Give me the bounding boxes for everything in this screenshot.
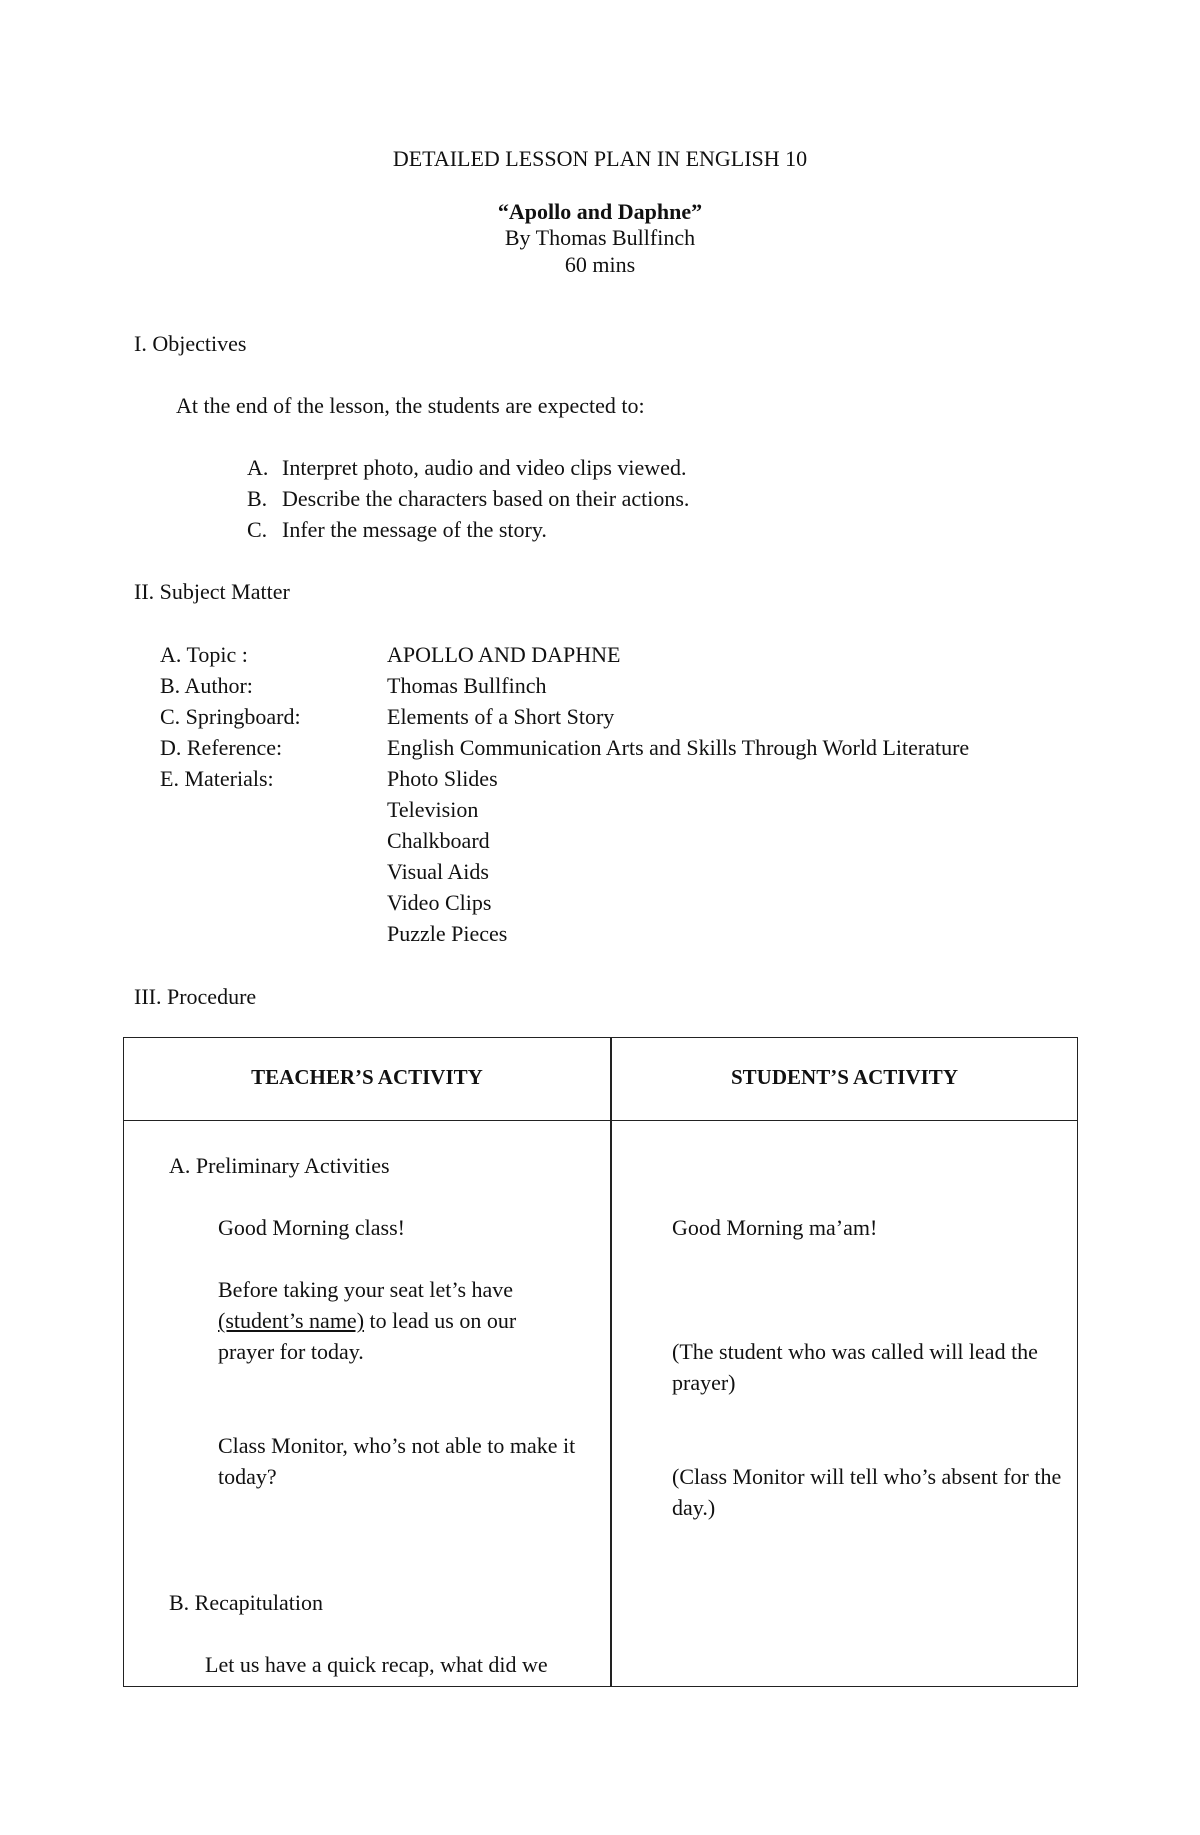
procedure-heading: III. Procedure (134, 984, 257, 1009)
duration: 60 mins (564, 252, 636, 277)
subject-value: Elements of a Short Story (387, 704, 615, 729)
student-monitor-response: (Class Monitor will tell who’s absent for the day.) (672, 1464, 1062, 1520)
procedure-table (123, 1037, 1078, 1687)
subject-label: A. Topic : (160, 642, 248, 667)
subject-value: Thomas Bullfinch (387, 673, 547, 698)
subject-matter-heading: II. Subject Matter (134, 579, 290, 604)
objective-item: Describe the characters based on their actions. (282, 486, 690, 511)
story-title: “Apollo and Daphne” (497, 199, 703, 224)
objective-marker: B. (247, 486, 268, 511)
subject-label: D. Reference: (160, 735, 283, 760)
teacher-greeting: Good Morning class! (218, 1215, 405, 1240)
subject-label: B. Author: (160, 673, 253, 698)
teacher-monitor-question: Class Monitor, who’s not able to make it today? (218, 1433, 576, 1489)
material-item: Video Clips (387, 890, 492, 915)
objective-marker: A. (247, 455, 269, 480)
subject-label: E. Materials: (160, 766, 274, 791)
section-preliminary-activities: A. Preliminary Activities (169, 1153, 390, 1178)
teacher-prayer-line: Before taking your seat let’s have (218, 1277, 514, 1302)
teacher-recap: Let us have a quick recap, what did we (205, 1652, 548, 1677)
objective-item: Interpret photo, audio and video clips viewed. (282, 455, 687, 480)
objective-item: Infer the message of the story. (282, 517, 547, 542)
material-item: Puzzle Pieces (387, 921, 508, 946)
document-title: DETAILED LESSON PLAN IN ENGLISH 10 (392, 146, 808, 171)
column-divider (610, 1038, 612, 1686)
student-greeting: Good Morning ma’am! (672, 1215, 878, 1240)
objectives-heading: I. Objectives (134, 331, 247, 356)
teacher-prayer-rest: to lead us on our (364, 1308, 517, 1333)
subject-label: C. Springboard: (160, 704, 301, 729)
objectives-intro: At the end of the lesson, the students are expected to: (176, 393, 645, 418)
teacher-prayer-line (218, 1305, 516, 1336)
objective-marker: C. (247, 517, 268, 542)
material-item: Television (387, 797, 479, 822)
section-recapitulation: B. Recapitulation (169, 1590, 323, 1615)
subject-value: English Communication Arts and Skills Through World Literature (387, 735, 970, 760)
student-prayer: (The student who was called will lead the prayer) (672, 1339, 1038, 1395)
student-activity-header: STUDENT’S ACTIVITY (731, 1065, 958, 1089)
material-item: Chalkboard (387, 828, 490, 853)
student-name-placeholder: (student’s name) (218, 1308, 365, 1333)
subject-value: Photo Slides (387, 766, 498, 791)
material-item: Visual Aids (387, 859, 489, 884)
byline: By Thomas Bullfinch (504, 225, 696, 250)
subject-value: APOLLO AND DAPHNE (387, 642, 621, 667)
teacher-activity-header: TEACHER’S ACTIVITY (251, 1065, 483, 1089)
teacher-prayer-line: prayer for today. (218, 1339, 364, 1364)
